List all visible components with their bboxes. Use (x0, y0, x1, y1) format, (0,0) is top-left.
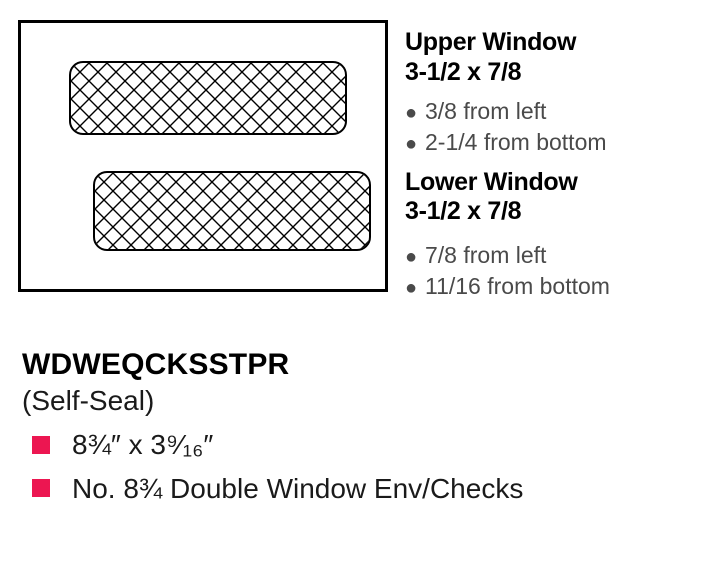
lower-window-bullet-2 (405, 274, 705, 299)
square-bullet-icon (32, 436, 50, 454)
lower-window-size: 3-1/2 x 7/8 (405, 197, 522, 226)
bullet-dot-icon: ● (405, 276, 418, 299)
product-bullet-2 (22, 472, 712, 506)
lower-window-bullet-1 (405, 243, 705, 268)
product-bullet-1 (22, 428, 712, 462)
lower-window-pane (93, 171, 371, 251)
lower-window-title: Lower Window (405, 167, 578, 196)
lower-window-hatch-pattern (95, 173, 371, 251)
product-info-block (22, 348, 712, 505)
product-description: No. 8¾ Double Window Env/Checks (72, 472, 524, 504)
bullet-dot-icon: ● (405, 133, 418, 156)
bullet-dot-icon: ● (405, 102, 418, 124)
upper-window-hatch-pattern (71, 63, 347, 135)
upper-window-title: Upper Window (405, 28, 577, 56)
upper-window-bullet-2 (405, 130, 705, 155)
upper-window-bullet-2-text: 2-1/4 from bottom (425, 129, 607, 156)
lower-window-bullet-2-text: 11/16 from bottom (425, 272, 610, 299)
product-dimensions: 8¾″ x 3⁹⁄₁₆″ (72, 429, 214, 460)
envelope-diagram (18, 20, 388, 292)
upper-window-pane (69, 61, 347, 135)
lower-window-bullet-1-text: 7/8 from left (425, 241, 547, 268)
product-code: WDWEQCKSSTPR (22, 348, 290, 381)
bullet-dot-icon: ● (405, 245, 418, 268)
product-subtitle: (Self-Seal) (22, 385, 155, 416)
upper-window-bullet-1-text: 3/8 from left (425, 98, 547, 124)
upper-window-bullet-1 (405, 99, 705, 124)
upper-window-size: 3-1/2 x 7/8 (405, 57, 522, 86)
window-spec-list (405, 28, 705, 305)
square-bullet-icon (32, 479, 50, 497)
